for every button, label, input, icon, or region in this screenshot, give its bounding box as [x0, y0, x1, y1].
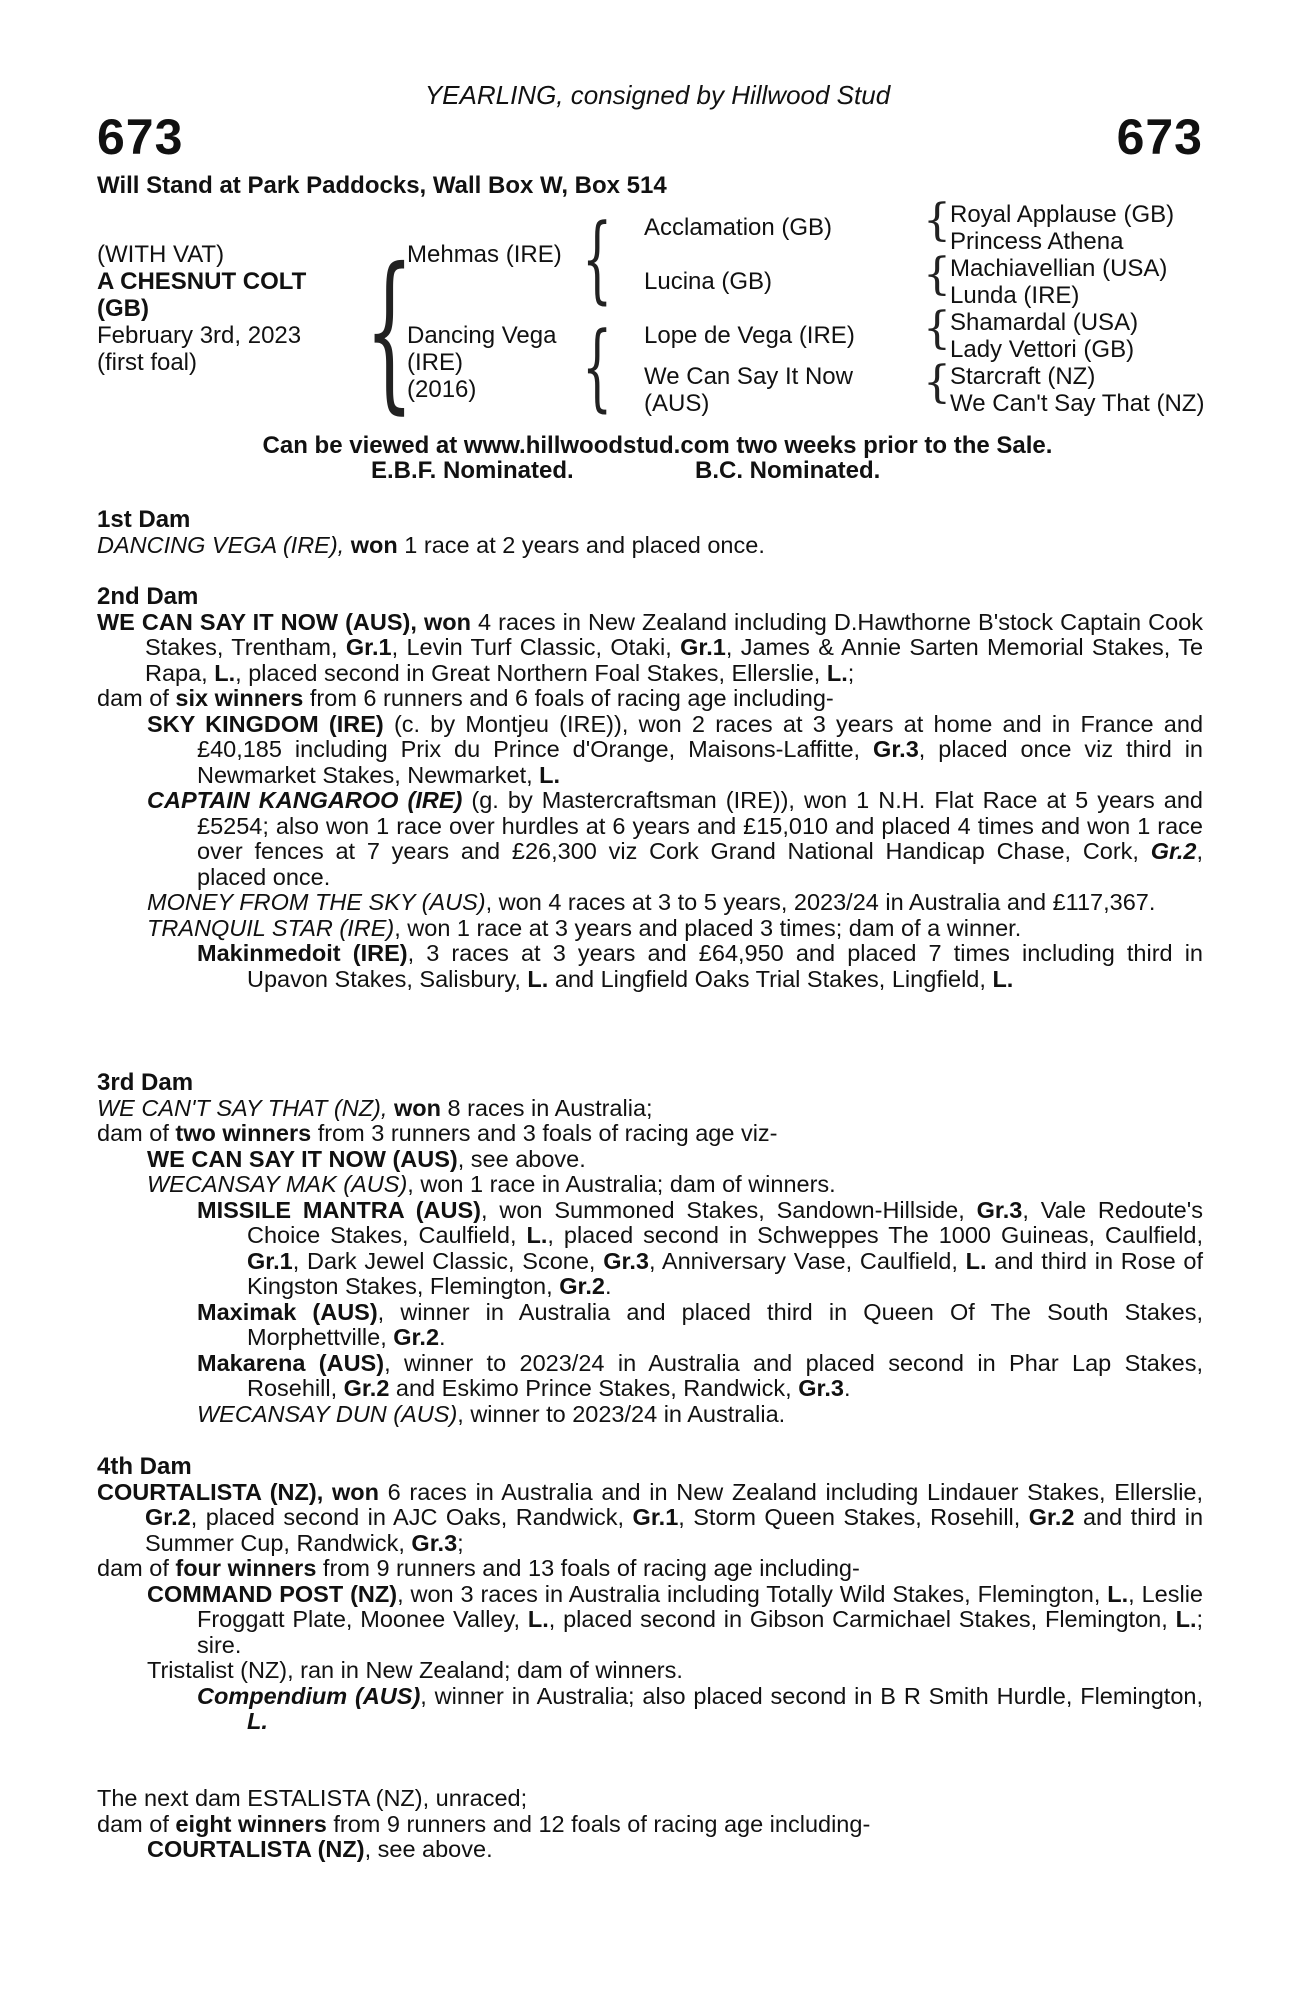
- third-dam-record: WE CAN'T SAY THAT (NZ), won 8 races in Australia;: [97, 1094, 653, 1121]
- second-dam-section: [97, 584, 1203, 992]
- vat-note: (WITH VAT): [97, 241, 225, 268]
- produce-money-from-the-sky: MONEY FROM THE SKY (AUS), won 4 races at 3 to 5 years, 2023/24 in Australia and £117,367.: [147, 889, 1156, 915]
- foaling-date: February 3rd, 2023: [97, 322, 302, 349]
- ggd-3: Lady Vettori (GB): [950, 336, 1135, 363]
- first-foal-note: (first foal): [97, 349, 198, 376]
- dam-dam: We Can Say It Now (AUS): [644, 363, 853, 417]
- produce-courtalista: COURTALISTA (NZ), see above.: [147, 1836, 493, 1862]
- produce-maximak: Maximak (AUS), winner in Australia and placed third in Queen Of The South Stakes, Morphettville, Gr.2.: [197, 1298, 1203, 1350]
- brace-g3-2: {: [923, 249, 951, 300]
- brace-main: {: [365, 232, 414, 430]
- ggs-4: Starcraft (NZ): [950, 363, 1096, 390]
- fourth-dam-section: [97, 1454, 1203, 1735]
- ggd-2: Lunda (IRE): [950, 282, 1080, 309]
- second-dam-produce-summary: dam of six winners from 6 runners and 6 foals of racing age including-: [97, 685, 834, 711]
- sire-dam: Lucina (GB): [644, 268, 773, 295]
- viewing-notice: Can be viewed at www.hillwoodstud.com two weeks prior to the Sale.: [262, 432, 1053, 459]
- produce-wecansay-dun: WECANSAY DUN (AUS), winner to 2023/24 in Australia.: [197, 1400, 786, 1427]
- produce-makinmedoit: Makinmedoit (IRE), 3 races at 3 years and £64,950 and placed 7 times including third in Upavon Stakes, Salisbury, L. and Lingfield Oaks Trial Stakes, Lingfield, L.: [197, 940, 1204, 992]
- third-dam-heading: 3rd Dam: [97, 1069, 194, 1096]
- lot-number-left: 673: [97, 109, 184, 165]
- dam-sire: Lope de Vega (IRE): [644, 322, 855, 349]
- bc-nominated: B.C. Nominated.: [695, 457, 881, 484]
- brace-dam: {: [582, 312, 613, 422]
- first-dam-record: DANCING VEGA (IRE), won 1 race at 2 years and placed once.: [97, 531, 765, 558]
- fourth-dam-heading: 4th Dam: [97, 1453, 192, 1480]
- produce-makarena: Makarena (AUS), winner to 2023/24 in Australia and placed second in Phar Lap Stakes, Rosehill, Gr.2 and Eskimo Prince Stakes, Randwick, Gr.3.: [197, 1349, 1203, 1401]
- produce-captain-kangaroo: CAPTAIN KANGAROO (IRE) (g. by Mastercraftsman (IRE)), won 1 N.H. Flat Race at 5 years and £5254; also won 1 race over hurdles at 6 years and £15,010 and placed 4 times and won 1 race over fences at 7 years and £26,300 viz Cork Grand National Handicap Chase, Cork, Gr.2, placed once.: [147, 787, 1204, 890]
- ggd-1: Princess Athena: [950, 228, 1124, 255]
- lot-number-right: 673: [1116, 109, 1203, 165]
- produce-wecansay-mak: WECANSAY MAK (AUS), won 1 race in Australia; dam of winners.: [147, 1171, 836, 1197]
- produce-command-post: COMMAND POST (NZ), won 3 races in Australia including Totally Wild Stakes, Flemington, L., Leslie Froggatt Plate, Moonee Valley, L., placed second in Gibson Carmichael Stakes, Flemington, L.; sire.: [147, 1580, 1204, 1658]
- brace-g3-1: {: [923, 195, 951, 246]
- produce-missile-mantra: MISSILE MANTRA (AUS), won Summoned Stakes, Sandown-Hillside, Gr.3, Vale Redoute's Choice Stakes, Caulfield, L., placed second in Schweppes The 1000 Guineas, Caulfield, Gr.1, Dark Jewel Classic, Scone, Gr.3, Anniversary Vase, Caulfield, L. and third in Rose of Kingston Stakes, Flemington, Gr.2.: [197, 1196, 1204, 1299]
- brace-sire: {: [582, 204, 613, 314]
- sire-name: Mehmas (IRE): [407, 241, 562, 268]
- ggs-1: Royal Applause (GB): [950, 201, 1175, 228]
- third-dam-section: [97, 1070, 1203, 1427]
- first-dam-heading: 1st Dam: [97, 506, 191, 533]
- third-dam-produce-summary: dam of two winners from 3 runners and 3 foals of racing age viz-: [97, 1120, 778, 1146]
- brace-g3-4: {: [923, 357, 951, 408]
- produce-sky-kingdom: SKY KINGDOM (IRE) (c. by Montjeu (IRE)), won 2 races at 3 years at home and in France and £40,185 including Prix du Prince d'Orange, Maisons-Laffitte, Gr.3, placed once viz third in Newmarket Stakes, Newmarket, L.: [147, 710, 1204, 788]
- fourth-dam-produce-summary: dam of four winners from 9 runners and 13 foals of racing age including-: [97, 1555, 860, 1581]
- next-dam-record: The next dam ESTALISTA (NZ), unraced;: [97, 1785, 528, 1811]
- lot-name: A CHESNUT COLT (GB): [97, 268, 307, 322]
- sire-sire: Acclamation (GB): [644, 214, 833, 241]
- consignment-line: YEARLING, consigned by Hillwood Stud: [424, 80, 891, 110]
- produce-compendium: Compendium (AUS), winner in Australia; also placed second in B R Smith Hurdle, Flemington, L.: [197, 1682, 1203, 1734]
- brace-g3-3: {: [923, 303, 951, 354]
- stand-location: Will Stand at Park Paddocks, Wall Box W, Box 514: [97, 172, 667, 199]
- next-dam-produce-summary: dam of eight winners from 9 runners and 12 foals of racing age including-: [97, 1810, 871, 1837]
- second-dam-record: WE CAN SAY IT NOW (AUS), won 4 races in New Zealand including D.Hawthorne B'stock Captain Cook Stakes, Trentham, Gr.1, Levin Turf Classic, Otaki, Gr.1, James & Annie Sarten Memorial Stakes, Te Rapa, L., placed second in Great Northern Foal Stakes, Ellerslie, L.;: [97, 608, 1204, 686]
- ggs-3: Shamardal (USA): [950, 309, 1139, 336]
- produce-tristalist: Tristalist (NZ), ran in New Zealand; dam of winners.: [147, 1657, 683, 1683]
- produce-tranquil-star: TRANQUIL STAR (IRE), won 1 race at 3 years and placed 3 times; dam of a winner.: [147, 914, 1022, 941]
- ggs-2: Machiavellian (USA): [950, 255, 1168, 282]
- ebf-nominated: E.B.F. Nominated.: [371, 457, 574, 484]
- first-dam-section: [97, 507, 1203, 558]
- dam-name: Dancing Vega (IRE) (2016): [407, 322, 557, 403]
- produce-we-can-say-it-now: WE CAN SAY IT NOW (AUS), see above.: [147, 1145, 586, 1172]
- fourth-dam-record: COURTALISTA (NZ), won 6 races in Australia and in New Zealand including Lindauer Stakes, Ellerslie, Gr.2, placed second in AJC Oaks, Randwick, Gr.1, Storm Queen Stakes, Rosehill, Gr.2 and third in Summer Cup, Randwick, Gr.3;: [97, 1478, 1204, 1556]
- ggd-4: We Can't Say That (NZ): [950, 390, 1205, 417]
- next-dam-section: [97, 1786, 1203, 1863]
- second-dam-heading: 2nd Dam: [97, 583, 199, 610]
